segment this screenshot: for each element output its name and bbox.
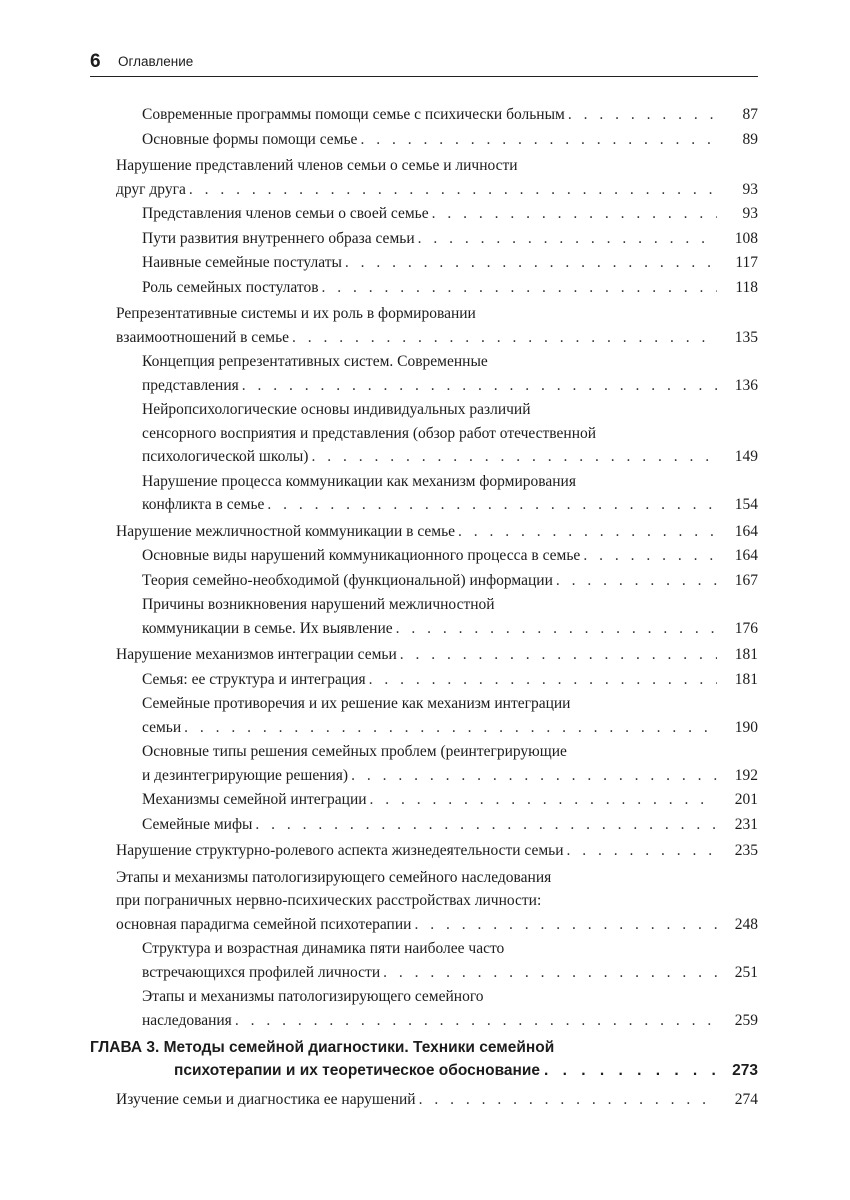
toc-entry-title-line: наследования xyxy=(142,1011,232,1029)
toc-page-number: 136 xyxy=(734,376,758,394)
dot-leader xyxy=(311,445,717,469)
toc-entry-title-line: Этапы и механизмы патологизирующего семейного наследования xyxy=(116,868,552,886)
toc-subsection-entry[interactable] xyxy=(142,788,758,812)
toc-entry-title-line: Нарушение механизмов интеграции семьи xyxy=(116,646,397,663)
toc-page-number: 117 xyxy=(735,254,758,271)
toc-entry-title-line: Пути развития внутреннего образа семьи xyxy=(142,229,415,247)
dot-leader xyxy=(396,617,717,641)
toc-entry-title-line: Нейропсихологические основы индивидуальных различий xyxy=(142,401,531,418)
toc-page-number: 89 xyxy=(742,130,758,148)
toc-entry-title-line: Роль семейных постулатов xyxy=(142,278,319,296)
toc-page-number: 154 xyxy=(734,496,758,513)
toc-entry-title-line: Наивные семейные постулаты xyxy=(142,254,342,271)
toc-subsection-entry[interactable] xyxy=(142,202,758,226)
toc-entry-title-line: коммуникации в семье. Их выявление xyxy=(142,619,393,637)
dot-leader xyxy=(418,227,717,251)
toc-entry-title-line: встречающихся профилей личности xyxy=(142,963,381,981)
dot-leader xyxy=(400,643,717,667)
dot-leader xyxy=(360,128,717,152)
toc-entry-title-line: Теория семейно-необходимой (функциональной) информации xyxy=(142,571,553,589)
toc-entry-title-line: Причины возникновения нарушений межличностной xyxy=(142,596,495,613)
toc-page-number: 93 xyxy=(742,205,758,222)
dot-leader xyxy=(370,788,717,812)
toc-subsection-entry[interactable] xyxy=(142,544,758,568)
dot-leader xyxy=(383,961,717,985)
toc-subsection-entry[interactable] xyxy=(142,593,758,640)
dot-leader xyxy=(242,374,717,398)
toc-subsection-entry[interactable] xyxy=(142,813,758,837)
toc-entry-title-line: взаимоотношений в семье xyxy=(116,328,290,346)
toc-page-number: 248 xyxy=(734,915,758,933)
toc-section-entry[interactable] xyxy=(116,643,758,667)
toc-entry-title-line: Семейные противоречия и их решение как механизм интеграции xyxy=(142,695,571,712)
toc-page-number: 167 xyxy=(734,571,758,589)
toc-entry-title-line: Нарушение межличностной коммуникации в семье xyxy=(116,522,456,540)
toc-page-number: 164 xyxy=(734,547,758,564)
toc-entry-title-line: и дезинтегрирующие решения) xyxy=(142,766,349,784)
toc-entry-title-line: сенсорного восприятия и представления (обзор работ отечественной xyxy=(142,424,597,442)
toc-subsection-entry[interactable] xyxy=(142,569,758,593)
toc-subsection-entry[interactable] xyxy=(142,227,758,251)
toc-subsection-entry[interactable] xyxy=(142,740,758,787)
toc-subsection-entry[interactable] xyxy=(142,128,758,152)
toc-entry-title-line: Современные программы помощи семье с психически больным xyxy=(142,106,565,123)
toc-subsection-entry[interactable] xyxy=(142,350,758,397)
dot-leader xyxy=(567,839,717,863)
dot-leader xyxy=(458,520,717,544)
toc-section-entry[interactable] xyxy=(116,520,758,544)
toc-subsection-entry[interactable] xyxy=(142,668,758,692)
toc-subsection-entry[interactable] xyxy=(142,103,758,127)
table-of-contents xyxy=(116,102,758,1032)
dot-leader xyxy=(184,716,717,740)
toc-entry-title-line: представления xyxy=(142,376,239,394)
toc-page-number: 259 xyxy=(734,1011,758,1029)
toc-section-entry[interactable] xyxy=(116,302,758,349)
toc-section-entry[interactable] xyxy=(116,866,758,937)
toc-subsection-entry[interactable] xyxy=(142,985,758,1032)
toc-subsection-entry[interactable] xyxy=(142,692,758,739)
chapter-heading[interactable] xyxy=(90,1036,758,1082)
table-of-contents-continued xyxy=(116,1085,758,1112)
toc-entry-title-line: семьи xyxy=(142,718,182,736)
toc-entry-title-line: психологической школы) xyxy=(142,448,309,465)
toc-subsection-entry[interactable] xyxy=(142,276,758,300)
toc-page-number: 201 xyxy=(734,791,758,808)
running-header xyxy=(90,50,758,77)
toc-subsection-entry[interactable] xyxy=(142,470,758,517)
toc-page-number: 181 xyxy=(734,670,758,688)
dot-leader xyxy=(292,326,717,350)
dot-leader xyxy=(568,103,717,127)
toc-entry-title-line: Основные формы помощи семье xyxy=(142,130,358,148)
toc-entry-title-line: Нарушение представлений членов семьи о семье и личности xyxy=(116,157,518,174)
toc-page-number: 149 xyxy=(734,448,758,465)
toc-page-number: 118 xyxy=(735,278,758,296)
toc-section-entry[interactable] xyxy=(116,154,758,201)
running-header-title: Оглавление xyxy=(118,54,194,69)
toc-entry-title-line: Представления членов семьи о своей семье xyxy=(142,205,429,222)
toc-page-number: 251 xyxy=(734,963,758,981)
toc-entry-title-line: Семейные мифы xyxy=(142,815,253,833)
toc-subsection-entry[interactable] xyxy=(142,937,758,984)
dot-leader xyxy=(351,764,717,788)
toc-section-entry[interactable] xyxy=(116,839,758,863)
toc-page-number: 181 xyxy=(734,646,758,663)
toc-entry-title-line: Нарушение процесса коммуникации как механизм формирования xyxy=(142,472,576,490)
toc-subsection-entry[interactable] xyxy=(142,398,758,469)
dot-leader xyxy=(235,1009,717,1033)
toc-entry-title-line: Основные типы решения семейных проблем (реинтегрирующие xyxy=(142,743,567,760)
dot-leader xyxy=(345,251,717,275)
toc-page-number: 231 xyxy=(734,815,758,833)
dot-leader xyxy=(322,276,717,300)
toc-entry-title-line: Изучение семьи и диагностика ее нарушений xyxy=(116,1091,416,1108)
dot-leader xyxy=(255,813,717,837)
toc-page-number: 135 xyxy=(734,328,758,346)
dot-leader xyxy=(556,569,717,593)
toc-entry-title-line: Механизмы семейной интеграции xyxy=(142,791,367,808)
dot-leader xyxy=(544,1059,728,1082)
toc-page-number: 192 xyxy=(734,766,758,784)
dot-leader xyxy=(583,544,717,568)
toc-entry-title-line: друг друга xyxy=(116,180,186,198)
dot-leader xyxy=(419,1088,717,1112)
toc-entry-title-line: Структура и возрастная динамика пяти наиболее часто xyxy=(142,940,505,957)
dot-leader xyxy=(432,202,717,226)
toc-entry-title-line: Нарушение структурно-ролевого аспекта жизнедеятельности семьи xyxy=(116,842,564,859)
toc-page-number: 93 xyxy=(742,180,758,198)
chapter-title-line-2: психотерапии и их теоретическое обоснование xyxy=(174,1062,541,1079)
dot-leader xyxy=(369,668,717,692)
toc-entry-title-line: конфликта в семье xyxy=(142,496,265,513)
toc-entry-title-line: Концепция репрезентативных систем. Современные xyxy=(142,353,488,370)
chapter-title-line-1: ГЛАВА 3. Методы семейной диагностики. Техники семейной xyxy=(90,1039,555,1056)
toc-page-number: 190 xyxy=(734,718,758,736)
toc-page-number: 164 xyxy=(734,522,758,540)
toc-page-number: 274 xyxy=(734,1091,758,1108)
toc-page-number: 108 xyxy=(734,229,758,247)
dot-leader xyxy=(267,493,717,517)
toc-page-number: 235 xyxy=(734,842,758,859)
toc-entry-title-line: Этапы и механизмы патологизирующего семейного xyxy=(142,988,484,1005)
dot-leader xyxy=(189,178,717,202)
toc-entry-title-line: основная парадигма семейной психотерапии xyxy=(116,915,412,933)
toc-page-number: 176 xyxy=(734,619,758,637)
toc-entry-title-line: Семья: ее структура и интеграция xyxy=(142,670,366,688)
page-number: 6 xyxy=(90,51,101,72)
toc-section-entry[interactable] xyxy=(116,1088,758,1112)
toc-entry-title-line: Основные виды нарушений коммуникационного процесса в семье xyxy=(142,547,581,564)
toc-page-number: 87 xyxy=(742,106,758,123)
toc-subsection-entry[interactable] xyxy=(142,251,758,275)
chapter-page-number: 273 xyxy=(732,1062,758,1079)
toc-entry-title-line: при пограничных нервно-психических расстройствах личности: xyxy=(116,892,542,909)
dot-leader xyxy=(414,913,717,937)
toc-entry-title-line: Репрезентативные системы и их роль в формировании xyxy=(116,305,476,322)
